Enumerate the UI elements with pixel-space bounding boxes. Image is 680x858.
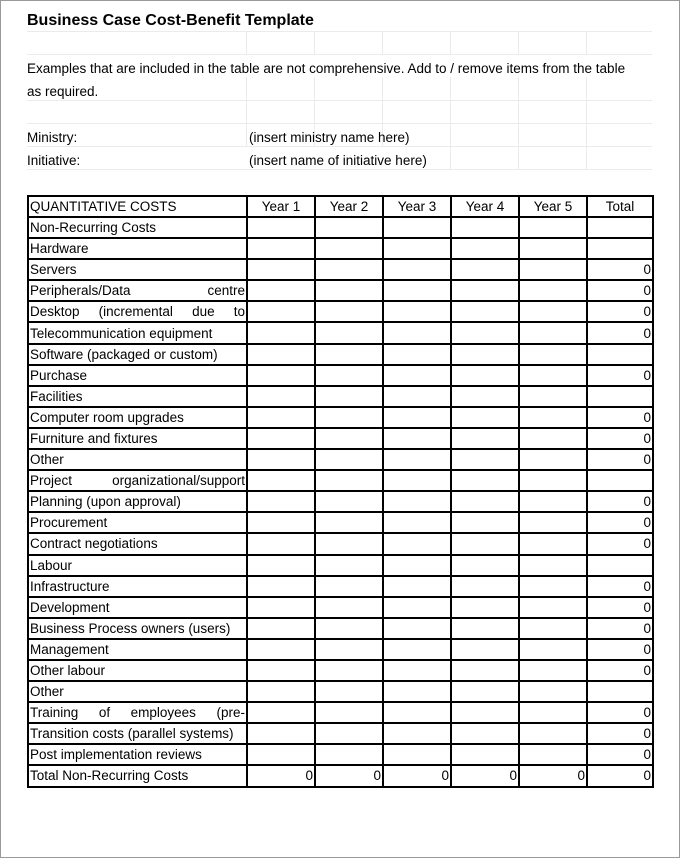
row-label: Servers <box>28 259 247 280</box>
year-2-cell[interactable] <box>315 555 383 576</box>
year-3-cell[interactable] <box>383 723 451 744</box>
year-4-cell[interactable] <box>451 365 519 386</box>
total-cell[interactable]: 0 <box>587 322 653 343</box>
total-cell[interactable] <box>587 470 653 491</box>
row-label: Management <box>28 639 247 660</box>
year-1-cell[interactable] <box>247 681 315 702</box>
year-3-cell[interactable] <box>383 702 451 723</box>
year-2-cell[interactable] <box>315 744 383 765</box>
table-row <box>28 702 653 723</box>
year-5-cell[interactable] <box>519 702 587 723</box>
year-3-cell[interactable] <box>383 618 451 639</box>
table-row <box>28 428 653 449</box>
row-label: Planning (upon approval) <box>28 491 247 512</box>
year-2-cell[interactable] <box>315 365 383 386</box>
year-4-cell[interactable] <box>451 639 519 660</box>
year-2-cell[interactable] <box>315 344 383 365</box>
row-label: Infrastructure <box>28 576 247 597</box>
table-row <box>28 322 653 343</box>
header-quantitative-costs: QUANTITATIVE COSTS <box>28 196 247 217</box>
year-2-cell[interactable] <box>315 238 383 259</box>
year-1-cell[interactable] <box>247 618 315 639</box>
total-cell[interactable]: 0 <box>587 428 653 449</box>
total-cell[interactable]: 0 <box>587 744 653 765</box>
row-label: Furniture and fixtures <box>28 428 247 449</box>
intro-text-line2: as required. <box>27 84 99 99</box>
year-1-cell[interactable] <box>247 702 315 723</box>
table-row <box>28 681 653 702</box>
year-5-cell[interactable] <box>519 365 587 386</box>
total-cell[interactable]: 0 <box>587 765 653 786</box>
year-1-cell[interactable] <box>247 238 315 259</box>
year-2-cell[interactable] <box>315 702 383 723</box>
table-row <box>28 576 653 597</box>
ministry-label: Ministry: <box>27 130 78 145</box>
year-1-cell[interactable] <box>247 428 315 449</box>
year-4-cell[interactable] <box>451 533 519 554</box>
year-1-cell[interactable] <box>247 470 315 491</box>
year-3-cell[interactable] <box>383 386 451 407</box>
initiative-label: Initiative: <box>27 153 81 168</box>
year-5-cell[interactable] <box>519 723 587 744</box>
year-2-cell[interactable] <box>315 533 383 554</box>
year-3-cell[interactable] <box>383 407 451 428</box>
total-cell[interactable]: 0 <box>587 365 653 386</box>
table-row <box>28 555 653 576</box>
row-label: Project organizational/support <box>28 470 247 491</box>
table-row <box>28 344 653 365</box>
year-3-cell[interactable] <box>383 744 451 765</box>
table-row <box>28 597 653 618</box>
total-cell[interactable]: 0 <box>587 639 653 660</box>
total-cell[interactable]: 0 <box>587 597 653 618</box>
year-2-cell[interactable] <box>315 449 383 470</box>
year-4-cell[interactable] <box>451 259 519 280</box>
table-row <box>28 386 653 407</box>
year-4-cell[interactable] <box>451 386 519 407</box>
row-label: Training of employees (pre- <box>28 702 247 723</box>
year-2-cell[interactable] <box>315 660 383 681</box>
year-3-cell[interactable] <box>383 639 451 660</box>
year-2-cell[interactable] <box>315 322 383 343</box>
year-5-cell[interactable] <box>519 449 587 470</box>
year-4-cell[interactable] <box>451 576 519 597</box>
total-cell[interactable]: 0 <box>587 723 653 744</box>
table-row <box>28 280 653 301</box>
year-5-cell[interactable] <box>519 301 587 322</box>
table-row <box>28 765 653 786</box>
year-5-cell[interactable] <box>519 660 587 681</box>
year-3-cell[interactable] <box>383 301 451 322</box>
year-5-cell[interactable] <box>519 217 587 238</box>
row-label: Hardware <box>28 238 247 259</box>
header-total: Total <box>587 196 653 217</box>
year-5-cell[interactable] <box>519 386 587 407</box>
row-label: Peripherals/Data centre <box>28 280 247 301</box>
year-2-cell[interactable] <box>315 618 383 639</box>
year-4-cell[interactable] <box>451 322 519 343</box>
table-row <box>28 301 653 322</box>
year-3-cell[interactable] <box>383 238 451 259</box>
total-cell[interactable] <box>587 681 653 702</box>
year-1-cell[interactable] <box>247 660 315 681</box>
year-2-cell[interactable] <box>315 280 383 301</box>
year-3-cell[interactable] <box>383 660 451 681</box>
row-label: Contract negotiations <box>28 533 247 554</box>
year-2-cell[interactable] <box>315 386 383 407</box>
table-row <box>28 491 653 512</box>
year-4-cell[interactable] <box>451 449 519 470</box>
year-3-cell[interactable] <box>383 491 451 512</box>
ministry-value[interactable]: (insert ministry name here) <box>249 130 410 145</box>
year-4-cell[interactable] <box>451 618 519 639</box>
year-5-cell[interactable] <box>519 238 587 259</box>
year-5-cell[interactable] <box>519 597 587 618</box>
year-5-cell[interactable] <box>519 344 587 365</box>
year-2-cell[interactable] <box>315 576 383 597</box>
year-1-cell[interactable] <box>247 576 315 597</box>
year-2-cell[interactable] <box>315 470 383 491</box>
year-2-cell[interactable] <box>315 681 383 702</box>
year-4-cell[interactable] <box>451 238 519 259</box>
year-2-cell[interactable]: 0 <box>315 765 383 786</box>
header-year-2: Year 2 <box>315 196 383 217</box>
year-4-cell[interactable] <box>451 470 519 491</box>
year-5-cell[interactable]: 0 <box>519 765 587 786</box>
year-1-cell[interactable] <box>247 280 315 301</box>
header-year-3: Year 3 <box>383 196 451 217</box>
row-label: Computer room upgrades <box>28 407 247 428</box>
year-1-cell[interactable] <box>247 365 315 386</box>
year-1-cell[interactable] <box>247 449 315 470</box>
year-1-cell[interactable] <box>247 217 315 238</box>
total-cell[interactable]: 0 <box>587 512 653 533</box>
year-2-cell[interactable] <box>315 639 383 660</box>
year-1-cell[interactable] <box>247 512 315 533</box>
table-row <box>28 618 653 639</box>
row-label: Desktop (incremental due to <box>28 301 247 322</box>
total-cell[interactable]: 0 <box>587 449 653 470</box>
table-row <box>28 512 653 533</box>
year-4-cell[interactable] <box>451 681 519 702</box>
year-5-cell[interactable] <box>519 512 587 533</box>
year-3-cell[interactable] <box>383 217 451 238</box>
year-2-cell[interactable] <box>315 491 383 512</box>
year-4-cell[interactable] <box>451 744 519 765</box>
total-cell[interactable]: 0 <box>587 660 653 681</box>
total-cell[interactable]: 0 <box>587 259 653 280</box>
year-1-cell[interactable] <box>247 259 315 280</box>
year-1-cell[interactable] <box>247 322 315 343</box>
total-cell[interactable]: 0 <box>587 301 653 322</box>
year-3-cell[interactable] <box>383 555 451 576</box>
total-cell[interactable] <box>587 238 653 259</box>
year-4-cell[interactable]: 0 <box>451 765 519 786</box>
year-3-cell[interactable] <box>383 428 451 449</box>
row-label: Other labour <box>28 660 247 681</box>
year-2-cell[interactable] <box>315 723 383 744</box>
total-cell[interactable]: 0 <box>587 407 653 428</box>
year-1-cell[interactable] <box>247 386 315 407</box>
year-3-cell[interactable]: 0 <box>383 765 451 786</box>
year-5-cell[interactable] <box>519 576 587 597</box>
row-label: Telecommunication equipment <box>28 322 247 343</box>
year-3-cell[interactable] <box>383 681 451 702</box>
row-label: Labour <box>28 555 247 576</box>
year-1-cell[interactable] <box>247 407 315 428</box>
year-4-cell[interactable] <box>451 555 519 576</box>
year-3-cell[interactable] <box>383 259 451 280</box>
year-3-cell[interactable] <box>383 322 451 343</box>
year-5-cell[interactable] <box>519 470 587 491</box>
total-cell[interactable] <box>587 555 653 576</box>
total-cell[interactable]: 0 <box>587 576 653 597</box>
year-4-cell[interactable] <box>451 512 519 533</box>
year-1-cell[interactable] <box>247 744 315 765</box>
table-header-row <box>28 196 653 217</box>
year-2-cell[interactable] <box>315 407 383 428</box>
year-5-cell[interactable] <box>519 491 587 512</box>
year-5-cell[interactable] <box>519 259 587 280</box>
year-2-cell[interactable] <box>315 597 383 618</box>
year-4-cell[interactable] <box>451 344 519 365</box>
row-label: Transition costs (parallel systems) <box>28 723 247 744</box>
year-1-cell[interactable] <box>247 723 315 744</box>
year-5-cell[interactable] <box>519 407 587 428</box>
row-label: Software (packaged or custom) <box>28 344 247 365</box>
year-5-cell[interactable] <box>519 533 587 554</box>
year-4-cell[interactable] <box>451 597 519 618</box>
year-5-cell[interactable] <box>519 618 587 639</box>
year-4-cell[interactable] <box>451 428 519 449</box>
row-label: Development <box>28 597 247 618</box>
year-2-cell[interactable] <box>315 512 383 533</box>
year-5-cell[interactable] <box>519 681 587 702</box>
row-label: Total Non-Recurring Costs <box>28 765 247 786</box>
year-1-cell[interactable] <box>247 491 315 512</box>
year-3-cell[interactable] <box>383 280 451 301</box>
initiative-value[interactable]: (insert name of initiative here) <box>249 153 427 168</box>
table-row <box>28 533 653 554</box>
table-row <box>28 407 653 428</box>
year-2-cell[interactable] <box>315 217 383 238</box>
year-4-cell[interactable] <box>451 702 519 723</box>
total-cell[interactable] <box>587 386 653 407</box>
header-year-4: Year 4 <box>451 196 519 217</box>
total-cell[interactable]: 0 <box>587 618 653 639</box>
row-label: Non-Recurring Costs <box>28 217 247 238</box>
year-1-cell[interactable] <box>247 533 315 554</box>
year-4-cell[interactable] <box>451 280 519 301</box>
year-3-cell[interactable] <box>383 344 451 365</box>
total-cell[interactable]: 0 <box>587 533 653 554</box>
year-5-cell[interactable] <box>519 744 587 765</box>
year-3-cell[interactable] <box>383 449 451 470</box>
table-row <box>28 470 653 491</box>
year-1-cell[interactable] <box>247 344 315 365</box>
year-5-cell[interactable] <box>519 555 587 576</box>
table-row <box>28 744 653 765</box>
table-row <box>28 660 653 681</box>
row-label: Other <box>28 449 247 470</box>
year-2-cell[interactable] <box>315 259 383 280</box>
total-cell[interactable]: 0 <box>587 491 653 512</box>
year-4-cell[interactable] <box>451 301 519 322</box>
row-label: Business Process owners (users) <box>28 618 247 639</box>
year-5-cell[interactable] <box>519 322 587 343</box>
table-row <box>28 259 653 280</box>
header-year-5: Year 5 <box>519 196 587 217</box>
total-cell[interactable]: 0 <box>587 280 653 301</box>
year-1-cell[interactable] <box>247 301 315 322</box>
header-year-1: Year 1 <box>247 196 315 217</box>
row-label: Procurement <box>28 512 247 533</box>
year-3-cell[interactable] <box>383 533 451 554</box>
table-row <box>28 217 653 238</box>
intro-text-line1: Examples that are included in the table are not comprehensive. Add to / remove items from the table <box>27 61 626 76</box>
page-title: Business Case Cost-Benefit Template <box>27 12 314 29</box>
year-2-cell[interactable] <box>315 428 383 449</box>
total-cell[interactable] <box>587 344 653 365</box>
row-label: Other <box>28 681 247 702</box>
year-3-cell[interactable] <box>383 597 451 618</box>
table-row <box>28 639 653 660</box>
year-3-cell[interactable] <box>383 576 451 597</box>
year-5-cell[interactable] <box>519 639 587 660</box>
table-row <box>28 365 653 386</box>
year-1-cell[interactable] <box>247 555 315 576</box>
table-row <box>28 723 653 744</box>
year-4-cell[interactable] <box>451 407 519 428</box>
year-4-cell[interactable] <box>451 217 519 238</box>
year-1-cell[interactable]: 0 <box>247 765 315 786</box>
year-4-cell[interactable] <box>451 491 519 512</box>
year-5-cell[interactable] <box>519 280 587 301</box>
year-2-cell[interactable] <box>315 301 383 322</box>
year-3-cell[interactable] <box>383 470 451 491</box>
year-4-cell[interactable] <box>451 660 519 681</box>
table-row <box>28 449 653 470</box>
year-1-cell[interactable] <box>247 639 315 660</box>
year-3-cell[interactable] <box>383 365 451 386</box>
row-label: Purchase <box>28 365 247 386</box>
year-3-cell[interactable] <box>383 512 451 533</box>
year-5-cell[interactable] <box>519 428 587 449</box>
quantitative-costs-table <box>27 195 654 788</box>
year-4-cell[interactable] <box>451 723 519 744</box>
row-label: Post implementation reviews <box>28 744 247 765</box>
year-1-cell[interactable] <box>247 597 315 618</box>
total-cell[interactable] <box>587 217 653 238</box>
total-cell[interactable]: 0 <box>587 702 653 723</box>
row-label: Facilities <box>28 386 247 407</box>
table-row <box>28 238 653 259</box>
